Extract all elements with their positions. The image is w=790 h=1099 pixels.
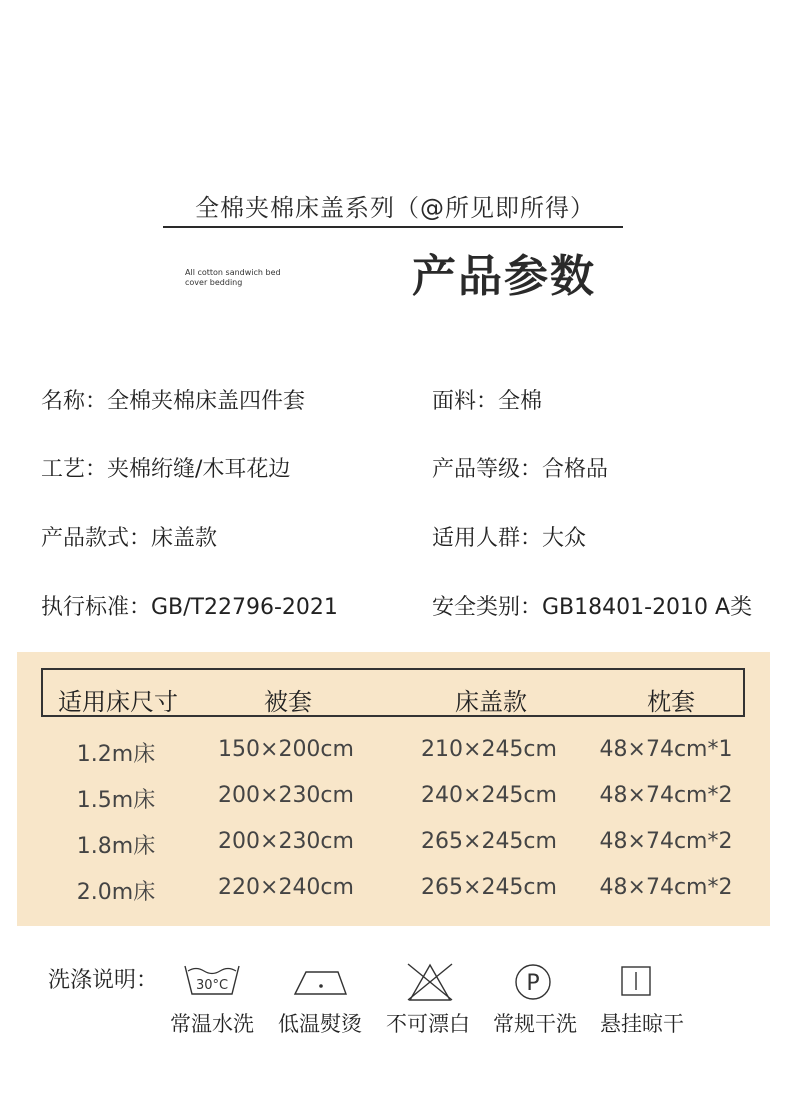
wash-temp-label: 30°C xyxy=(195,978,229,993)
title-divider xyxy=(163,226,623,228)
table-cell: 200×230cm xyxy=(218,829,354,854)
table-cell: 48×74cm*2 xyxy=(599,783,733,808)
care-text-iron: 低温熨烫 xyxy=(278,1012,362,1036)
size-table-header xyxy=(41,668,745,717)
param-fabric: 面料：全棉 xyxy=(432,389,543,414)
care-text-bleach: 不可漂白 xyxy=(386,1012,470,1036)
table-cell: 48×74cm*1 xyxy=(599,737,733,762)
dry-clean-symbol: P xyxy=(526,971,540,996)
param-grade: 产品等级：合格品 xyxy=(432,457,609,482)
table-cell: 220×240cm xyxy=(218,875,354,900)
care-text-wash: 常温水洗 xyxy=(170,1012,254,1036)
header-bed-size: 适用床尺寸 xyxy=(58,688,178,716)
care-text-dry-clean: 常规干洗 xyxy=(493,1012,577,1036)
table-cell: 1.5m床 xyxy=(76,788,156,813)
header-duvet-cover: 被套 xyxy=(264,688,312,716)
param-craft: 工艺：夹棉绗缝/木耳花边 xyxy=(41,457,291,482)
iron-low-icon xyxy=(292,962,352,1002)
wash-30-icon xyxy=(182,962,242,1002)
hang-dry-icon xyxy=(606,962,666,1002)
page-title: 产品参数 xyxy=(412,251,596,302)
table-cell: 265×245cm xyxy=(421,829,557,854)
no-bleach-icon xyxy=(400,962,460,1002)
table-cell: 200×230cm xyxy=(218,783,354,808)
english-subtitle: All cotton sandwich bed cover bedding xyxy=(185,268,281,287)
header-bedspread: 床盖款 xyxy=(455,688,527,716)
param-standard: 执行标准：GB/T22796-2021 xyxy=(41,595,338,620)
series-title: 全棉夹棉床盖系列（@所见即所得） xyxy=(195,194,595,222)
table-cell: 240×245cm xyxy=(421,783,557,808)
care-label: 洗涤说明： xyxy=(48,968,159,993)
table-cell: 1.2m床 xyxy=(76,742,156,767)
table-cell: 150×200cm xyxy=(218,737,354,762)
table-cell: 265×245cm xyxy=(421,875,557,900)
param-style: 产品款式：床盖款 xyxy=(41,526,218,551)
header-pillowcase: 枕套 xyxy=(647,688,695,716)
table-cell: 1.8m床 xyxy=(76,834,156,859)
param-safety: 安全类别：GB18401-2010 A类 xyxy=(432,595,753,620)
table-cell: 48×74cm*2 xyxy=(599,875,733,900)
table-cell: 48×74cm*2 xyxy=(599,829,733,854)
table-cell: 2.0m床 xyxy=(76,880,156,905)
param-audience: 适用人群：大众 xyxy=(432,526,587,551)
param-name: 名称：全棉夹棉床盖四件套 xyxy=(41,389,306,414)
dry-clean-p-icon xyxy=(504,962,564,1002)
care-text-hang-dry: 悬挂晾干 xyxy=(600,1012,684,1036)
table-cell: 210×245cm xyxy=(421,737,557,762)
